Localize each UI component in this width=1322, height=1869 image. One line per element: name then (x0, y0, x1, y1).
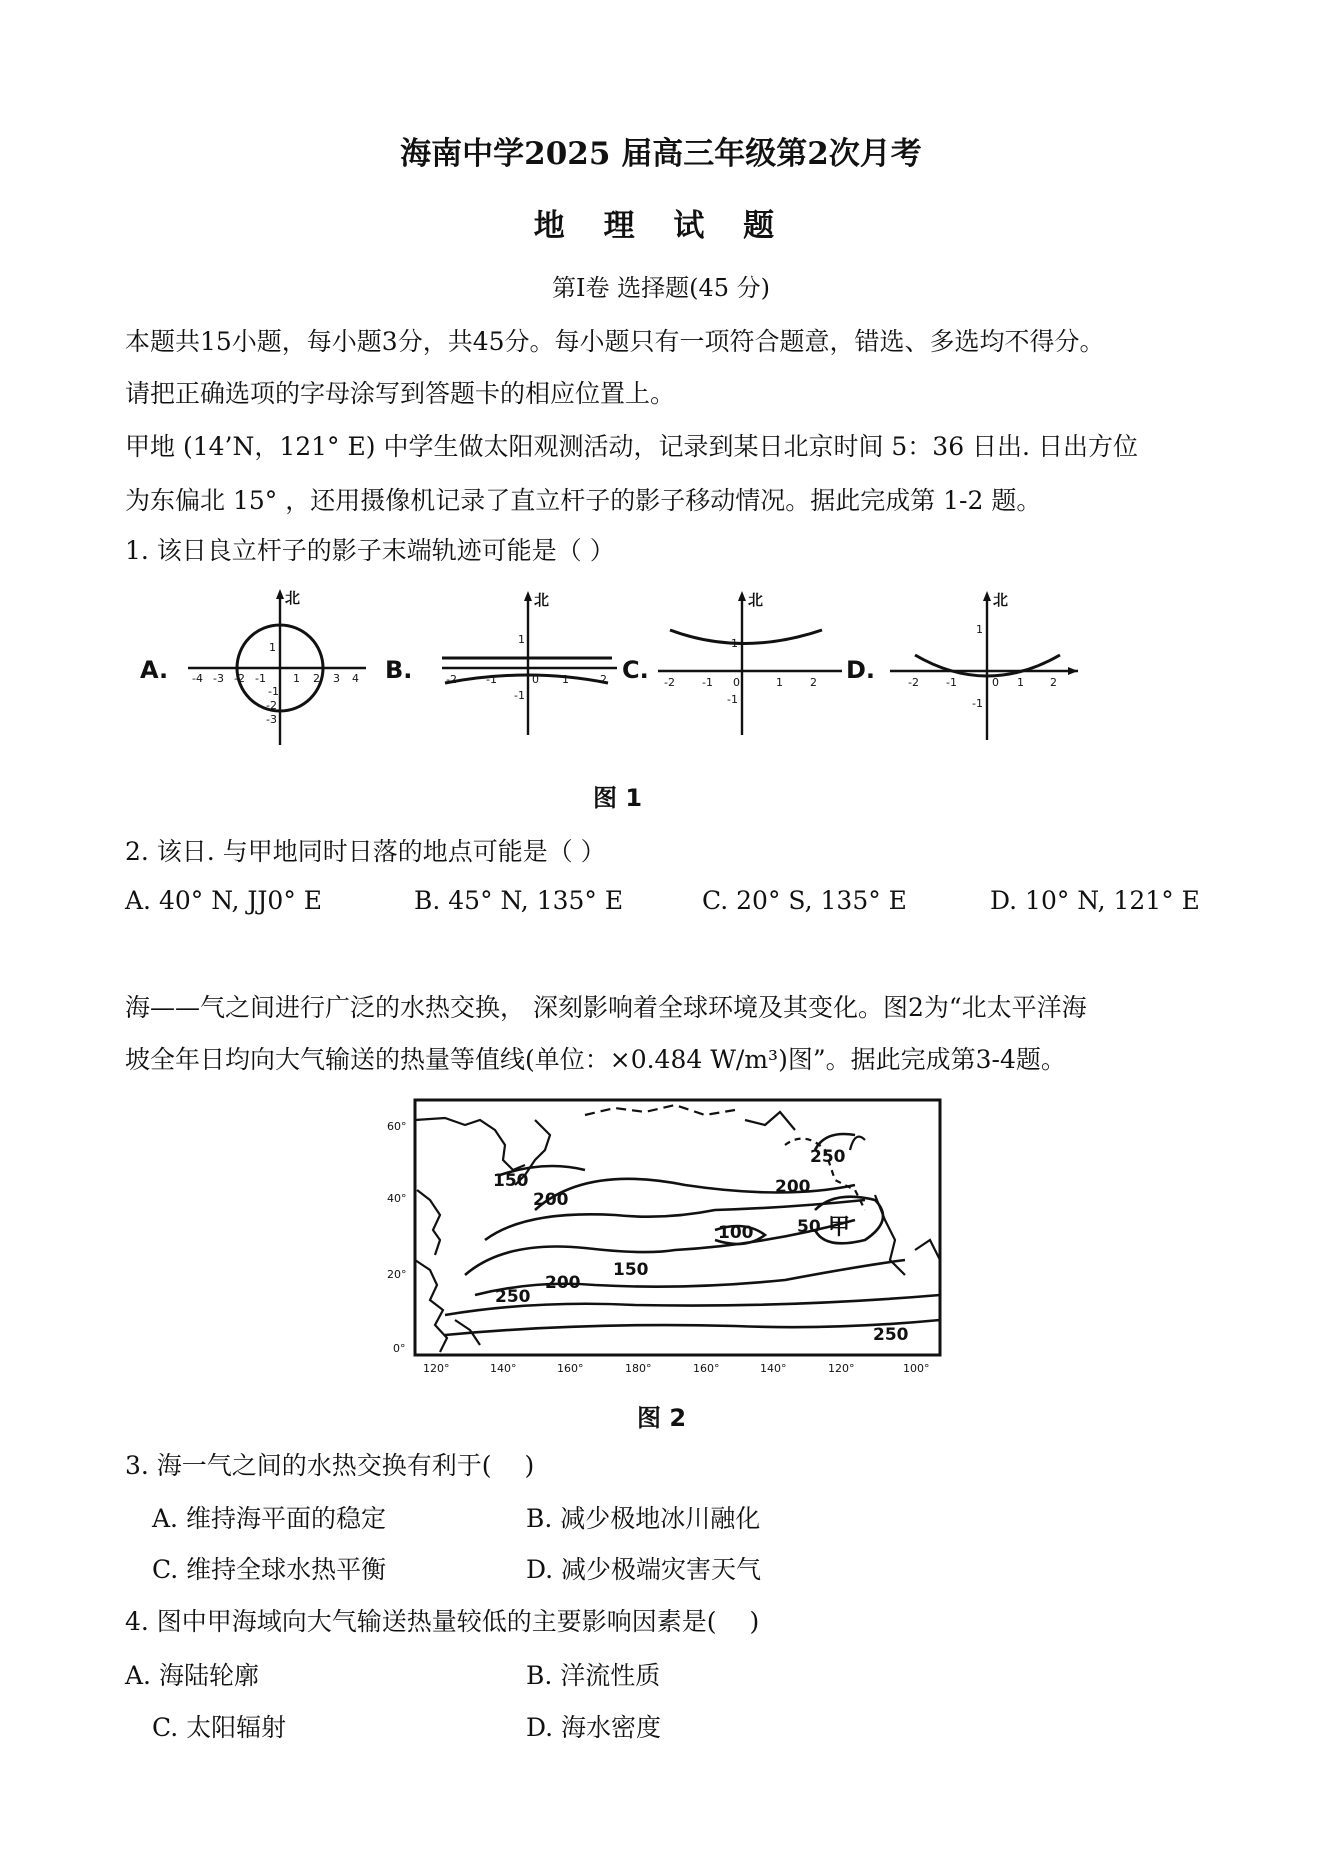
question-4-option-c: C. 太阳辐射 (152, 1713, 287, 1742)
tick-label: 4 (352, 672, 359, 685)
tick-label: -1 (268, 685, 279, 698)
tick-label: 1 (776, 676, 783, 689)
question-2-option-d: D. 10° N, 121° E (990, 886, 1200, 915)
contour-label: 200 (533, 1190, 569, 1210)
tick-label: -2 (908, 676, 919, 689)
place-label-jia: 甲 (828, 1215, 851, 1240)
instructions-line-1: 本题共15小题，每小题3分，共45分。每小题只有一项符合题意，错选、多选均不得分。 (125, 327, 1105, 356)
question-2-option-b: B. 45° N, 135° E (414, 886, 624, 915)
tick-label: -1 (255, 672, 266, 685)
exam-title: 海南中学2025 届高三年级第2次月考 (400, 136, 922, 172)
passage1-line-2: 为东偏北 15° ，还用摄像机记录了直立杆子的影子移动情况。据此完成第 1-2 题。 (125, 486, 1042, 515)
tick-label: 0 (992, 676, 999, 689)
tick-label: -1 (727, 693, 738, 706)
tick-label: 1 (293, 672, 300, 685)
lon-label: 160° (693, 1362, 720, 1375)
tick-label: -1 (946, 676, 957, 689)
tick-label: -2 (446, 673, 457, 686)
contour-label: 200 (545, 1273, 581, 1293)
tick-label: 1 (976, 623, 983, 636)
tick-label: 2 (1050, 676, 1057, 689)
tick-label: 1 (562, 673, 569, 686)
question-2-stem: 2. 该日. 与甲地同时日落的地点可能是（ ） (125, 837, 606, 866)
figure-1-caption: 图 1 (593, 784, 643, 812)
tick-label: -1 (514, 689, 525, 702)
figure-1-label-a: A. (140, 656, 169, 684)
contour-label: 200 (775, 1177, 811, 1197)
question-1-stem: 1. 该日良立杆子的影子末端轨迹可能是（ ） (125, 536, 615, 565)
lon-label: 180° (625, 1362, 652, 1375)
figure-1-label-b: B. (385, 656, 413, 684)
question-3-stem: 3. 海一气之间的水热交换有利于( ) (125, 1451, 535, 1480)
figure-1-shadow-trajectories (130, 585, 1090, 750)
tick-label: 0 (733, 676, 740, 689)
question-3-option-d: D. 减少极端灾害天气 (526, 1555, 762, 1584)
question-4-option-d: D. 海水密度 (526, 1713, 662, 1742)
tick-label: 1 (269, 641, 276, 654)
figure-1-label-c: C. (622, 656, 649, 684)
lon-label: 120° (423, 1362, 450, 1375)
subject-title: 地 理 试 题 (533, 208, 789, 244)
lon-label: 160° (557, 1362, 584, 1375)
question-2-option-a: A. 40° N, JJ0° E (125, 886, 323, 915)
lon-label: 140° (490, 1362, 517, 1375)
passage2-line-2: 坡全年日均向大气输送的热量等值线(单位：×0.484 W/m³)图”。据此完成第3-4题。 (125, 1045, 1066, 1074)
figure-2-heat-flux-map (385, 1090, 955, 1380)
north-label-d: 北 (993, 591, 1009, 609)
contour-label: 100 (718, 1223, 754, 1243)
contour-label: 150 (493, 1171, 529, 1191)
north-label-a: 北 (285, 589, 301, 607)
contour-label: 250 (873, 1325, 909, 1345)
lat-label: 20° (387, 1268, 407, 1281)
tick-label: 2 (313, 672, 320, 685)
tick-label: 1 (731, 637, 738, 650)
instructions-line-2: 请把正确选项的字母涂写到答题卡的相应位置上。 (125, 379, 676, 408)
lat-label: 40° (387, 1192, 407, 1205)
north-label-b: 北 (534, 591, 550, 609)
tick-label: -2 (234, 672, 245, 685)
question-3-option-a: A. 维持海平面的稳定 (152, 1504, 386, 1533)
contour-label: 150 (613, 1260, 649, 1280)
tick-label: -2 (266, 699, 277, 712)
tick-label: -1 (486, 673, 497, 686)
tick-label: -4 (192, 672, 203, 685)
tick-label: -1 (972, 697, 983, 710)
question-4-option-b: B. 洋流性质 (526, 1661, 661, 1690)
tick-label: -1 (702, 676, 713, 689)
tick-label: 0 (532, 673, 539, 686)
tick-label: 1 (1017, 676, 1024, 689)
north-label-c: 北 (748, 591, 764, 609)
lon-label: 140° (760, 1362, 787, 1375)
passage2-line-1: 海——气之间进行广泛的水热交换， 深刻影响着全球环境及其变化。图2为“北太平洋海 (125, 993, 1087, 1022)
lat-label: 60° (387, 1120, 407, 1133)
question-2-option-c: C. 20° S, 135° E (702, 886, 907, 915)
lon-label: 120° (828, 1362, 855, 1375)
lon-label: 100° (903, 1362, 930, 1375)
tick-label: 2 (600, 673, 607, 686)
question-4-stem: 4. 图中甲海域向大气输送热量较低的主要影响因素是( ) (125, 1607, 760, 1636)
tick-label: -3 (213, 672, 224, 685)
tick-label: -3 (266, 713, 277, 726)
question-3-option-c: C. 维持全球水热平衡 (152, 1555, 387, 1584)
question-4-option-a: A. 海陆轮廓 (125, 1661, 259, 1690)
passage1-line-1: 甲地 (14’N，121° E) 中学生做太阳观测活动，记录到某日北京时间 5：36 日出. 日出方位 (125, 432, 1138, 461)
contour-label: 250 (810, 1147, 846, 1167)
contour-label: 50 (797, 1217, 821, 1237)
figure-2-caption: 图 2 (637, 1404, 687, 1432)
lat-label: 0° (393, 1342, 406, 1355)
tick-label: -2 (664, 676, 675, 689)
figure-1-label-d: D. (846, 656, 876, 684)
question-3-option-b: B. 减少极地冰川融化 (526, 1504, 761, 1533)
tick-label: 3 (333, 672, 340, 685)
tick-label: 2 (810, 676, 817, 689)
section-heading: 第Ⅰ卷 选择题(45 分) (551, 274, 770, 302)
tick-label: 1 (518, 633, 525, 646)
contour-label: 250 (495, 1287, 531, 1307)
